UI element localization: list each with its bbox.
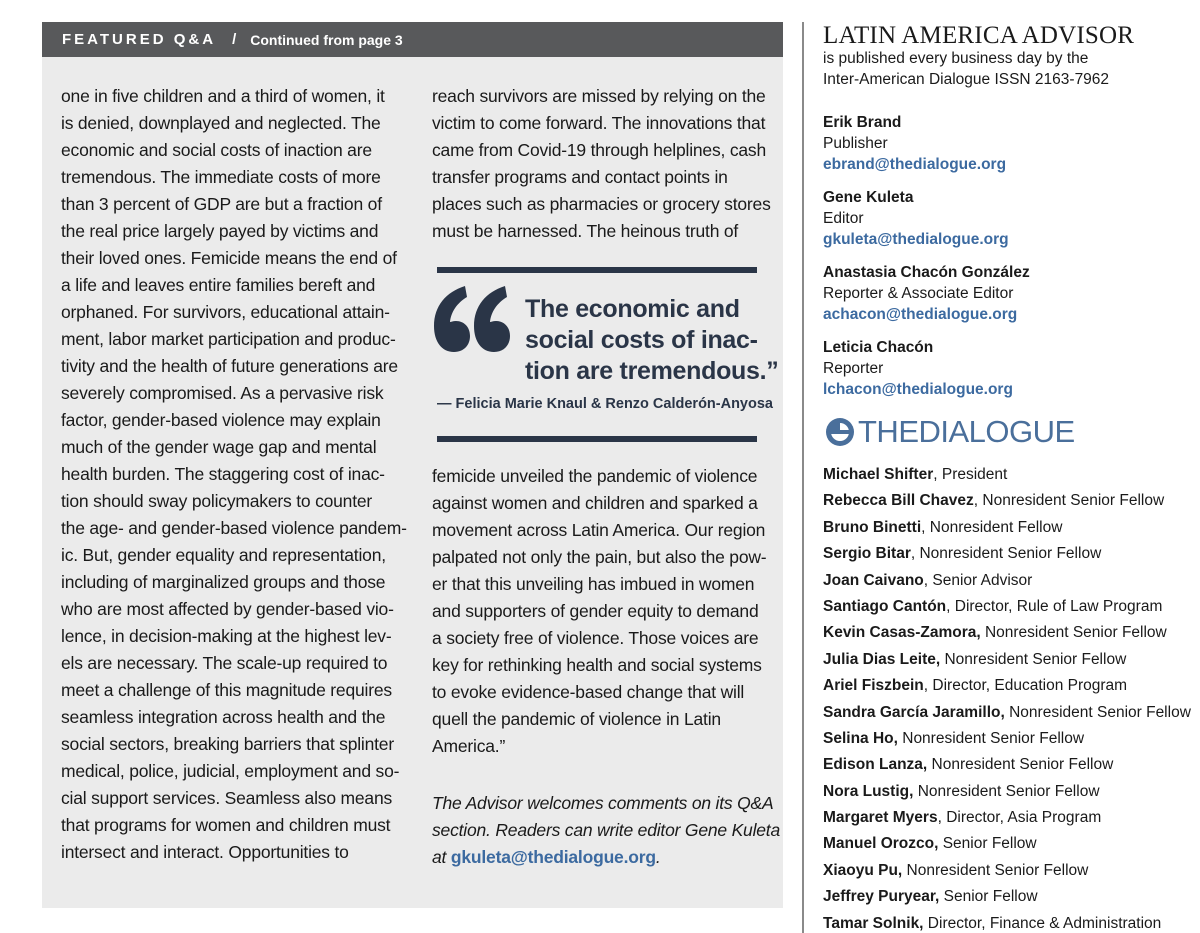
article-line: palpated not only the pain, but also the pow-	[432, 547, 767, 567]
article-line: and supporters of gender equity to demand	[432, 601, 759, 621]
article-line: key for rethinking health and social systems	[432, 655, 762, 675]
directory-title: Nonresident Senior Fellow	[897, 729, 1085, 747]
directory-name: Julia Dias Leite,	[823, 650, 941, 668]
article-line: including of marginalized groups and those	[61, 572, 386, 592]
article-line: cial support services. Seamless also means	[61, 788, 393, 808]
article-line: social sectors, breaking barriers that splinter	[61, 734, 394, 754]
staff-role: Reporter	[823, 360, 884, 377]
directory-title: , President	[933, 466, 1008, 483]
staff-email-link[interactable]: lchacon@thedialogue.org	[823, 381, 1013, 398]
article-line: tremendous. The immediate costs of more	[61, 167, 381, 187]
masthead-sub-line: is published every business day by the	[823, 50, 1089, 67]
staff-email-link[interactable]: gkuleta@thedialogue.org	[823, 231, 1009, 248]
article-line: America.”	[432, 736, 506, 756]
staff-role: Editor	[823, 210, 864, 227]
article-line: tion should sway policymakers to counter	[61, 491, 373, 511]
directory-row	[823, 462, 1193, 488]
masthead-subtitle	[823, 48, 1183, 90]
directory-title: , Director, Rule of Law Program	[946, 597, 1163, 615]
directory-row	[823, 515, 1193, 541]
the-dialogue-logo	[825, 416, 1075, 448]
comment-suffix: .	[655, 847, 661, 867]
directory-name: Margaret Myers	[823, 809, 938, 827]
staff-name: Erik Brand	[823, 114, 902, 131]
article-line: els are necessary. The scale-up required to	[61, 653, 388, 673]
directory-name: Edison Lanza,	[823, 756, 928, 774]
directory-name: Kevin Casas-Zamora,	[823, 624, 981, 642]
article-line: health burden. The staggering cost of inac-	[61, 464, 385, 484]
article-line: orphaned. For survivors, educational attain-	[61, 302, 390, 322]
staff-entry	[823, 112, 1183, 175]
article-line: medical, police, judicial, employment and so-	[61, 761, 400, 781]
directory-name: Sergio Bitar	[823, 545, 911, 563]
directory-row	[823, 911, 1193, 933]
editor-email-link[interactable]: gkuleta@thedialogue.org	[450, 847, 656, 867]
staff-name: Leticia Chacón	[823, 339, 934, 356]
pull-quote-rule-top	[437, 267, 757, 273]
article-line: places such as pharmacies or grocery stores	[432, 194, 771, 214]
masthead-sub-line: Inter-American Dialogue ISSN 2163-7962	[823, 71, 1110, 88]
article-line: a life and leaves entire families bereft and	[61, 275, 376, 295]
directory-row	[823, 884, 1193, 910]
directory-title: Nonresident Senior Fellow	[1004, 703, 1191, 721]
article-line: is denied, downplayed and neglected. The	[61, 113, 381, 133]
quote-mark-icon	[432, 284, 510, 354]
comment-line: section. Readers can write editor Gene Kuleta	[432, 820, 780, 840]
article-line: to evoke evidence-based change that will	[432, 682, 745, 702]
article-line: ic. But, gender equality and representation,	[61, 545, 386, 565]
staff-entry	[823, 337, 1183, 400]
article-line: movement across Latin America. Our region	[432, 520, 766, 540]
directory-name: Santiago Cantón	[823, 597, 947, 615]
article-line: came from Covid-19 through helplines, cash	[432, 140, 766, 160]
staff-email-link[interactable]: ebrand@thedialogue.org	[823, 156, 1007, 173]
staff-name: Anastasia Chacón González	[823, 264, 1030, 281]
directory-title: Senior Fellow	[938, 835, 1037, 853]
article-line: lence, in decision-making at the highest lev-	[61, 626, 392, 646]
staff-directory-list	[823, 462, 1193, 933]
comment-line	[432, 844, 777, 871]
article-line: factor, gender-based violence may explain	[61, 410, 381, 430]
pull-quote-rule-bottom	[437, 436, 757, 442]
pull-quote-line: social costs of inac-	[525, 326, 758, 354]
directory-name: Joan Caivano	[823, 571, 924, 589]
directory-title: , Nonresident Senior Fellow	[910, 545, 1102, 563]
article-line: ment, labor market participation and produc-	[61, 329, 396, 349]
article-column-1	[61, 83, 406, 866]
comment-line: The Advisor welcomes comments on its Q&A	[432, 793, 774, 813]
article-line: than 3 percent of GDP are but a fraction of	[61, 194, 382, 214]
featured-qa-panel	[42, 22, 783, 908]
staff-role: Reporter & Associate Editor	[823, 285, 1014, 302]
banner-continued: Continued from page 3	[250, 31, 403, 48]
staff-entry	[823, 262, 1183, 325]
article-line: must be harnessed. The heinous truth of	[432, 221, 739, 241]
directory-title: Nonresident Senior Fellow	[927, 756, 1114, 774]
directory-title: , Nonresident Senior Fellow	[973, 492, 1165, 510]
article-column-2-top	[432, 83, 777, 245]
article-line: a society free of violence. Those voices are	[432, 628, 759, 648]
article-line: one in five children and a third of women, it	[61, 86, 385, 106]
directory-row	[823, 752, 1193, 778]
directory-row	[823, 594, 1193, 620]
directory-name: Manuel Orozco,	[823, 835, 939, 853]
article-line: femicide unveiled the pandemic of violence	[432, 466, 758, 486]
directory-name: Sandra García Jaramillo,	[823, 703, 1005, 721]
pull-quote-attribution: — Felicia Marie Knaul & Renzo Calderón-Anyosa	[437, 396, 773, 412]
directory-title: , Director, Asia Program	[937, 809, 1102, 827]
article-line: tivity and the health of future generations are	[61, 356, 398, 376]
directory-name: Tamar Solnik,	[823, 914, 924, 932]
article-line: the real price largely payed by victims and	[61, 221, 379, 241]
directory-row	[823, 858, 1193, 884]
directory-title: , Senior Advisor	[923, 571, 1033, 589]
directory-name: Rebecca Bill Chavez	[823, 492, 974, 510]
article-line: transfer programs and contact points in	[432, 167, 728, 187]
pull-quote-line: tion are tremendous.”	[525, 357, 779, 385]
article-line: the age- and gender-based violence pandem-	[61, 518, 407, 538]
directory-name: Bruno Binetti	[823, 518, 922, 536]
staff-entry	[823, 187, 1183, 250]
directory-row	[823, 541, 1193, 567]
directory-name: Ariel Fiszbein	[823, 677, 924, 695]
pull-quote-line: The economic and	[525, 295, 740, 323]
directory-name: Nora Lustig,	[823, 782, 914, 800]
directory-title: Nonresident Senior Fellow	[980, 624, 1167, 642]
directory-name: Jeffrey Puryear,	[823, 888, 940, 906]
directory-row	[823, 488, 1193, 514]
directory-title: Nonresident Senior Fellow	[940, 650, 1127, 668]
article-line: that programs for women and children must	[61, 815, 391, 835]
directory-row	[823, 647, 1193, 673]
directory-name: Xiaoyu Pu,	[823, 861, 903, 879]
banner-title: FEATURED Q&A	[62, 31, 217, 48]
directory-row	[823, 568, 1193, 594]
article-line: victim to come forward. The innovations that	[432, 113, 766, 133]
directory-row	[823, 620, 1193, 646]
directory-title: Director, Finance & Administration	[923, 914, 1162, 932]
editor-comment-note	[432, 790, 780, 871]
directory-row	[823, 805, 1193, 831]
article-line: meet a challenge of this magnitude requires	[61, 680, 392, 700]
directory-row	[823, 779, 1193, 805]
article-line: economic and social costs of inaction are	[61, 140, 372, 160]
masthead-title: LATIN AMERICA ADVISOR	[823, 22, 1135, 49]
staff-role: Publisher	[823, 135, 888, 152]
article-column-2-bottom	[432, 463, 777, 760]
staff-name: Gene Kuleta	[823, 189, 914, 206]
comment-prefix: at	[432, 847, 451, 867]
directory-title: , Nonresident Fellow	[921, 518, 1063, 536]
directory-row	[823, 726, 1193, 752]
directory-title: Nonresident Senior Fellow	[902, 861, 1089, 879]
directory-row	[823, 700, 1193, 726]
article-line: reach survivors are missed by relying on the	[432, 86, 766, 106]
dialogue-logo-icon	[825, 417, 855, 447]
article-line: intersect and interact. Opportunities to	[61, 842, 349, 862]
pull-quote-text	[525, 294, 779, 387]
article-line: much of the gender wage gap and mental	[61, 437, 377, 457]
article-line: quell the pandemic of violence in Latin	[432, 709, 721, 729]
directory-name: Selina Ho,	[823, 729, 898, 747]
article-line: against women and children and sparked a	[432, 493, 758, 513]
article-line: er that this unveiling has imbued in women	[432, 574, 755, 594]
article-line: who are most affected by gender-based vio-	[61, 599, 394, 619]
section-banner	[42, 22, 783, 57]
banner-slash: /	[232, 31, 237, 48]
directory-title: Nonresident Senior Fellow	[913, 782, 1100, 800]
article-line: severely compromised. As a pervasive risk	[61, 383, 384, 403]
directory-row	[823, 831, 1193, 857]
staff-email-link[interactable]: achacon@thedialogue.org	[823, 306, 1018, 323]
dialogue-logo-wordmark: THEDIALOGUE	[858, 414, 1075, 449]
directory-name: Michael Shifter	[823, 466, 934, 483]
article-line: seamless integration across health and the	[61, 707, 386, 727]
column-divider	[802, 22, 804, 933]
directory-row	[823, 673, 1193, 699]
directory-title: , Director, Education Program	[923, 677, 1128, 695]
directory-title: Senior Fellow	[939, 888, 1038, 906]
article-line: their loved ones. Femicide means the end of	[61, 248, 397, 268]
